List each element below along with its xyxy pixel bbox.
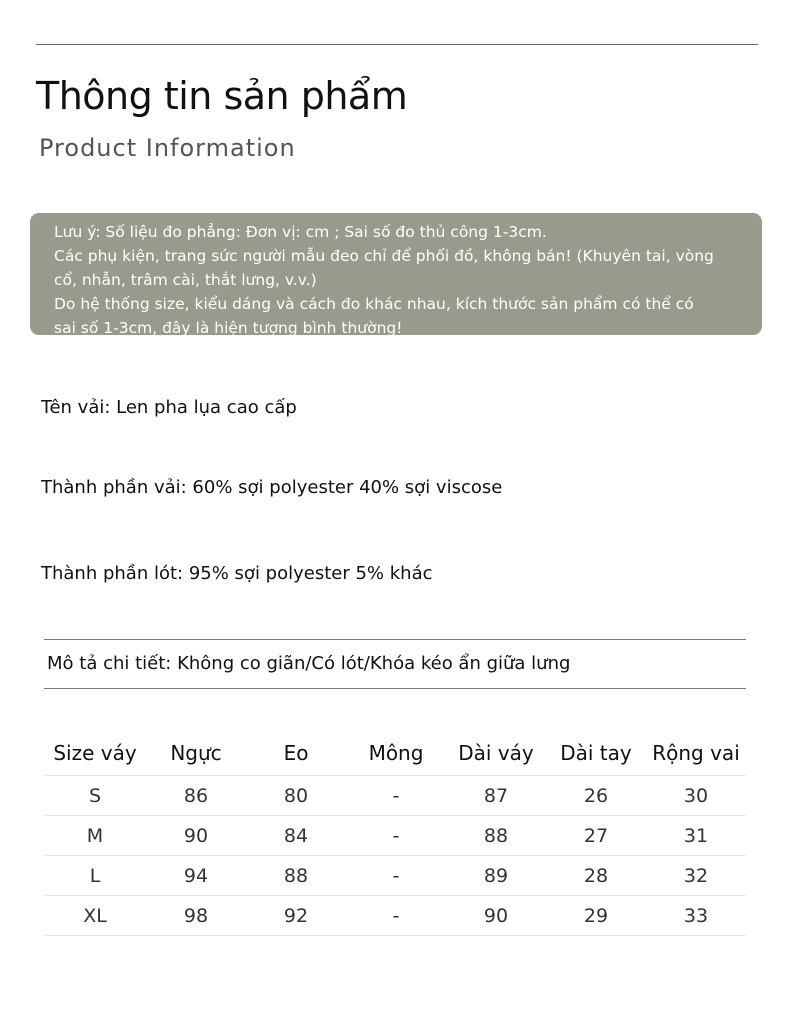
- table-row: [44, 816, 746, 856]
- page-subtitle: Product Information: [39, 134, 296, 162]
- table-cell: 98: [146, 896, 246, 936]
- table-cell: 89: [446, 856, 546, 896]
- column-header-dress-length: Dài váy: [446, 730, 546, 776]
- table-cell: 31: [646, 816, 746, 856]
- lining-composition: Thành phần lót: 95% sợi polyester 5% khác: [41, 563, 433, 584]
- table-cell: 32: [646, 856, 746, 896]
- table-cell: 88: [446, 816, 546, 856]
- column-header-size: Size váy: [44, 730, 146, 776]
- page-title: Thông tin sản phẩm: [36, 74, 408, 118]
- notice-box: [30, 213, 762, 335]
- table-cell: 30: [646, 776, 746, 816]
- table-cell: 33: [646, 896, 746, 936]
- table-cell: 80: [246, 776, 346, 816]
- table-cell: 29: [546, 896, 646, 936]
- column-header-chest: Ngực: [146, 730, 246, 776]
- table-cell: -: [346, 816, 446, 856]
- size-table: [44, 730, 746, 936]
- notice-line: Các phụ kiện, trang sức người mẫu đeo chỉ để phối đồ, không bán! (Khuyên tai, vòng: [54, 247, 714, 265]
- notice-line: sai số 1-3cm, đây là hiện tượng bình thường!: [54, 319, 403, 337]
- detail-bottom-divider: [44, 688, 746, 689]
- table-cell: 27: [546, 816, 646, 856]
- table-cell: 28: [546, 856, 646, 896]
- size-table-header-row: [44, 730, 746, 776]
- table-cell: -: [346, 776, 446, 816]
- table-cell: -: [346, 896, 446, 936]
- table-cell: 87: [446, 776, 546, 816]
- fabric-name: Tên vải: Len pha lụa cao cấp: [41, 397, 297, 418]
- column-header-shoulder-width: Rộng vai: [646, 730, 746, 776]
- column-header-hip: Mông: [346, 730, 446, 776]
- table-cell: 92: [246, 896, 346, 936]
- table-cell: 88: [246, 856, 346, 896]
- column-header-waist: Eo: [246, 730, 346, 776]
- column-header-sleeve-length: Dài tay: [546, 730, 646, 776]
- table-cell: 84: [246, 816, 346, 856]
- table-cell: -: [346, 856, 446, 896]
- table-cell: XL: [44, 896, 146, 936]
- table-cell: S: [44, 776, 146, 816]
- table-cell: 26: [546, 776, 646, 816]
- table-cell: 90: [146, 816, 246, 856]
- table-row: [44, 896, 746, 936]
- table-cell: M: [44, 816, 146, 856]
- table-cell: 94: [146, 856, 246, 896]
- top-divider: [36, 44, 758, 45]
- notice-line: Do hệ thống size, kiểu dáng và cách đo khác nhau, kích thước sản phẩm có thể có: [54, 295, 694, 313]
- table-cell: L: [44, 856, 146, 896]
- table-row: [44, 776, 746, 816]
- notice-line: Lưu ý: Số liệu đo phẳng: Đơn vị: cm ; Sai số đo thủ công 1-3cm.: [54, 223, 547, 241]
- fabric-composition: Thành phần vải: 60% sợi polyester 40% sợi viscose: [41, 477, 503, 498]
- table-cell: 90: [446, 896, 546, 936]
- detail-top-divider: [44, 639, 746, 640]
- notice-line: cổ, nhẫn, trâm cài, thắt lưng, v.v.): [54, 271, 317, 289]
- detail-description: Mô tả chi tiết: Không co giãn/Có lót/Khóa kéo ẩn giữa lưng: [47, 653, 571, 674]
- table-row: [44, 856, 746, 896]
- table-cell: 86: [146, 776, 246, 816]
